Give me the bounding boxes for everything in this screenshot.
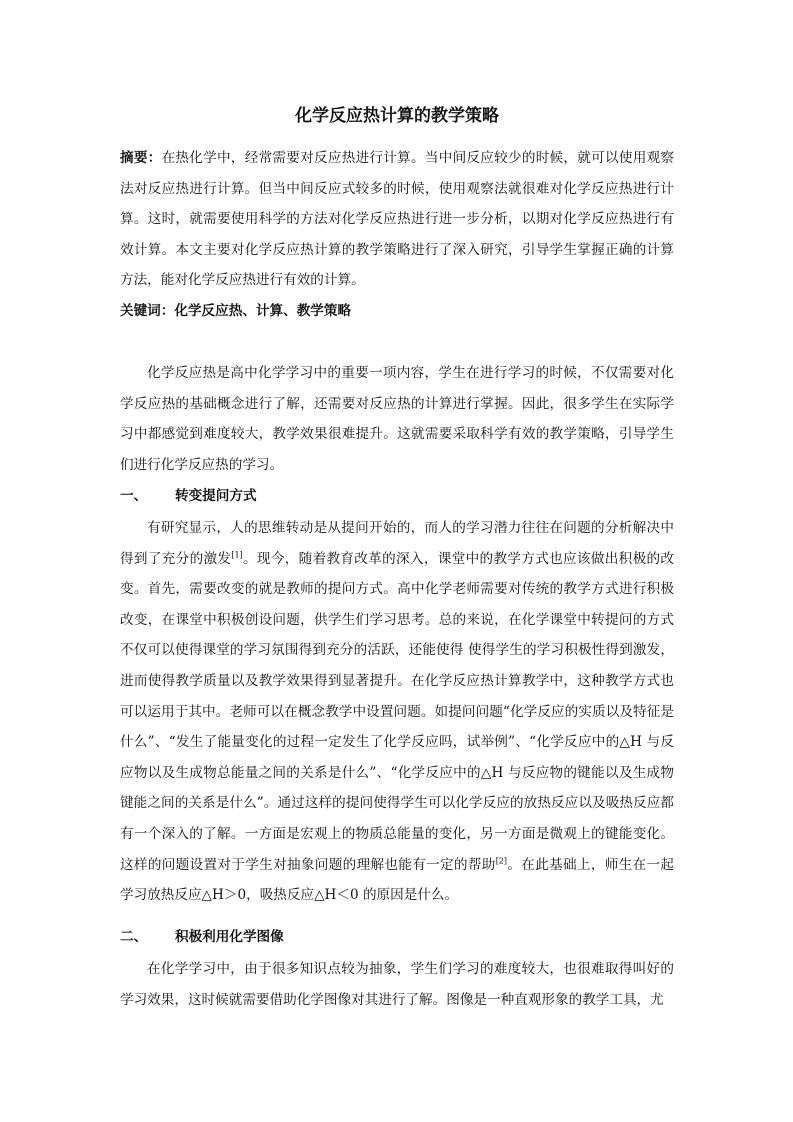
- keywords-line: [120, 296, 674, 327]
- keywords-text: 化学反应热、计算、教学策略: [174, 303, 352, 319]
- section1-text-a: 有研究显示，人的思维转动是从提问开始的，而人的学习潜力往往在问题的分析解决中得到了充分的激发: [120, 520, 674, 567]
- section1-title: 转变提问方式: [175, 488, 257, 504]
- citation-2[interactable]: [2]: [495, 856, 508, 865]
- keywords-label: 关键词：: [120, 303, 175, 319]
- section1-number: 一、: [120, 488, 148, 504]
- section2-number: 二、: [120, 929, 148, 945]
- section1-paragraph: [120, 513, 674, 911]
- abstract-label: 摘要：: [120, 150, 162, 166]
- intro-paragraph: 化学反应热是高中化学学习中的重要一项内容，学生在进行学习的时候，不仅需要对化学反应热的基础概念进行了解，还需要对反应热的计算进行掌握。因此，很多学生在实际学习中都感觉到难度较大，教学效果很难提升。这就需要采取科学有效的教学策略，引导学生们进行化学反应热的学习。: [120, 365, 674, 473]
- section2-title: 积极利用化学图像: [175, 929, 284, 945]
- abstract-text: 在热化学中，经常需要对反应热进行计算。当中间反应较少的时候，就可以使用观察法对反应热进行计算。但当中间反应式较多的时候，使用观察法就很难对化学反应热进行计算。这时，就需要使用科学的方法对化学反应热进行进一步分析，以期对化学反应热进行有效计算。本文主要对化学反应热计算的教学策略进行了深入研究，引导学生掌握正确的计算方法，能对化学反应热进行有效的计算。: [120, 150, 675, 289]
- document-page: [120, 0, 674, 1122]
- document-title: 化学反应热计算的教学策略: [295, 106, 499, 126]
- section2-heading: [120, 925, 674, 949]
- abstract-paragraph: [120, 143, 674, 296]
- citation-1[interactable]: [1]: [231, 550, 243, 560]
- section1-heading: [120, 484, 674, 508]
- section1-text-c: 。在此基础上，师生在一起学习放热反应△H＞0，吸热反应△H＜0 的原因是什么。: [120, 856, 675, 904]
- section1-text-b: 。现今，随着教育改革的深入，课堂中的教学方式也应该做出积极的改变。首先，需要改变的就是教师的提问方式。高中化学老师需要对传统的教学方式进行积极改变，在课堂中积极创设问题，供学生们学习思考。总的来说，在化学课堂中转提问的方式不仅可以使得课堂的学习氛围得到充分的活跃，还能使得 使得学生的学习积极性得到激发，进而使得教学质量以及教学效果得到显著提升。在化学反应热计算教学中，这种教学方式也可以运用于其中。老师可以在概念教学中设置问题。如提问问题“化学反应的实质以及特征是什么”、“发生了能量变化的过程一定发生了化学反应吗，试举例”、“化学反应中的△H 与反应物以及生成物总能量之间的关系是什么”、“化学反应中的△H 与反应物的键能以及生成物键能之间的关系是什么”。通过这样的提问使得学生可以化学反应的放热反应以及吸热反应都有一个深入的了解。一方面是宏观上的物质总能量的变化，另一方面是微观上的键能变化。这样的问题设置对于学生对抽象问题的理解也能有一定的帮助: [120, 550, 675, 873]
- section2-paragraph: 在化学学习中，由于很多知识点较为抽象，学生们学习的难度较大，也很难取得叫好的学习效果，这时候就需要借助化学图像对其进行了解。图像是一种直观形象的教学工具，尤: [120, 961, 674, 1008]
